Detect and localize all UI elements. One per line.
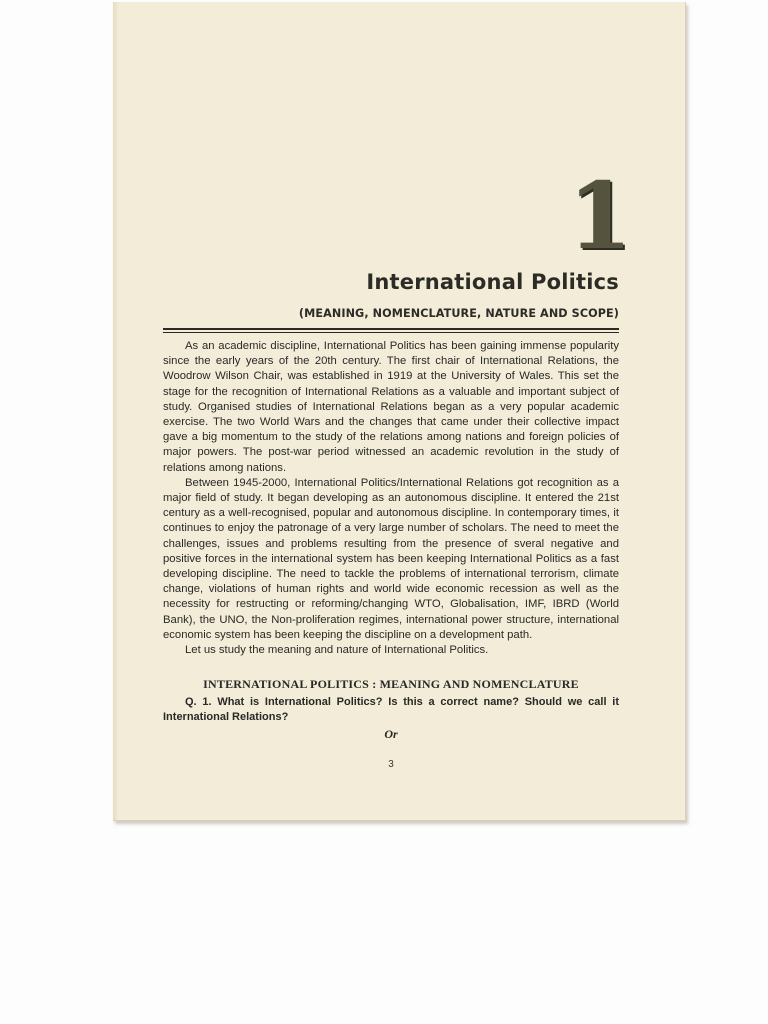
page-number: 3 [388, 759, 394, 770]
paragraph-1: As an academic discipline, International Politics has been gaining immense popularity since the early years of the 20th century. The first chair of International Relations, the Woodrow Wilson Chair, was established in 1919 at the University of Wales. This set the stage for the recognition of International Relations as a valuable and important subject of study. Organised studies of International Relations began as a very popular academic exercise. The two World Wars and the changes that came under their collective impact gave a big momentum to the study of the relations among nations and foreign policies of major powers. The post-war period witnessed an academic revolution in the study of relations among nations. [163, 340, 619, 474]
title-rule-thick [163, 328, 619, 330]
chapter-number: 1 [568, 162, 633, 270]
chapter-subtitle: (MEANING, NOMENCLATURE, NATURE AND SCOPE) [298, 307, 619, 320]
question-1: Q. 1. What is International Politics? Is this a correct name? Should we call it International Relations? [163, 696, 619, 723]
title-rule-thin [163, 332, 619, 333]
book-page [113, 2, 686, 821]
section-heading: INTERNATIONAL POLITICS : MEANING AND NOMENCLATURE [203, 677, 579, 691]
page-fold-shadow [113, 2, 119, 820]
or-separator: Or [384, 727, 398, 741]
chapter-title: International Politics [366, 270, 619, 294]
body-text [163, 339, 619, 658]
paragraph-3: Let us study the meaning and nature of International Politics. [185, 644, 489, 657]
paragraph-2: Between 1945-2000, International Politics/International Relations got recognition as a major field of study. It began developing as an autonomous discipline. It entered the 21st century as a well-recognised, popular and autonomous discipline. In contemporary times, it continues to enjoy the patronage of a very large number of scholars. The need to meet the challenges, issues and problems resulting from the presence of sveral negative and positive forces in the international system has been keeping International Politics as a fast developing discipline. The need to tackle the problems of international terrorism, climate change, violations of human rights and world wide economic recession as well as the necessity for restructing or reforming/changing WTO, Globalisation, IMF, IBRD (World Bank), the UNO, the Non-proliferation regimes, international power structure, international economic system has been keeping the discipline on a development path. [163, 476, 619, 641]
